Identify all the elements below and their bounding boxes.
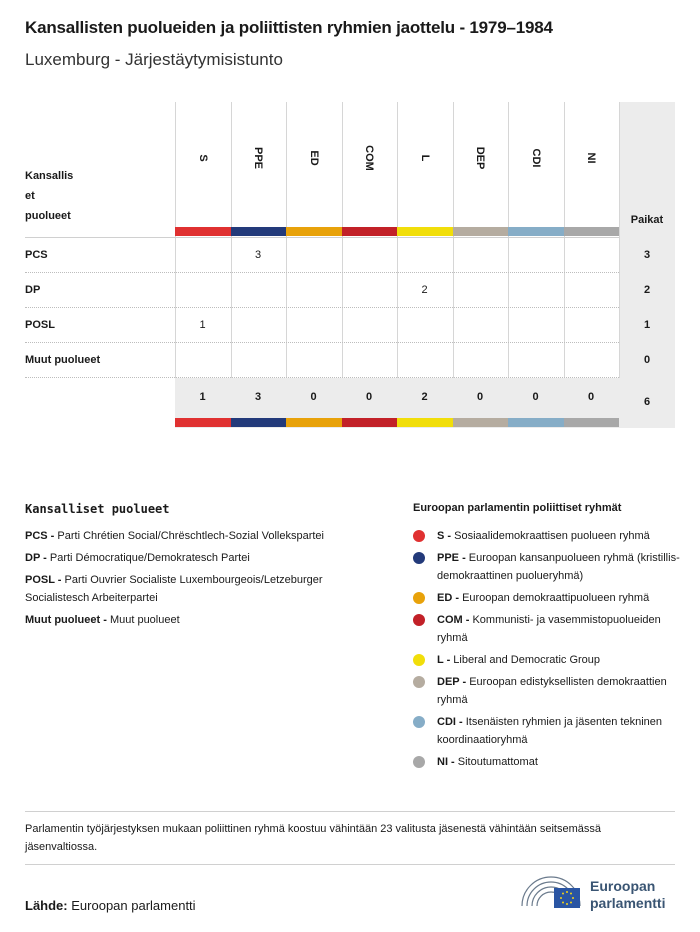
group-color-bar-bottom-com: [342, 418, 398, 427]
group-color-bar-dep: [453, 227, 509, 236]
group-color-bar-bottom-cdi: [508, 418, 564, 427]
row-label: DP: [25, 284, 41, 296]
legend-text: [437, 651, 683, 669]
total-l: 2: [421, 391, 428, 403]
source: [25, 898, 196, 913]
column-divider: [619, 102, 620, 378]
column-header-ni: NI: [585, 152, 598, 164]
legend-text: [437, 611, 683, 647]
ep-logo: [518, 872, 678, 916]
total-ed: 0: [310, 391, 317, 403]
legend-dot-icon: [413, 614, 425, 626]
page-title: Kansallisten puolueiden ja poliittisten ryhmien jaottelu - 1979–1984: [25, 18, 553, 37]
row-divider: [25, 342, 619, 343]
legend-dot-icon: [413, 756, 425, 768]
legend-code: Muut puolueet -: [25, 614, 110, 626]
legend-dot-icon: [413, 654, 425, 666]
legend-text: [437, 527, 683, 545]
group-color-bar-ed: [286, 227, 342, 236]
divider: [25, 864, 675, 865]
legend-name: Sitoutumattomat: [457, 756, 538, 768]
group-color-bar-cdi: [508, 227, 564, 236]
national-legend-item: [25, 611, 385, 629]
column-divider: [453, 102, 454, 378]
national-legend-heading: Kansalliset puolueet: [25, 502, 170, 516]
group-color-bar-bottom-dep: [453, 418, 509, 427]
group-legend-item: [413, 549, 683, 585]
legend-name: Euroopan demokraattipuolueen ryhmä: [462, 592, 650, 604]
group-legend-item: [413, 753, 683, 771]
group-color-bar-ni: [564, 227, 620, 236]
legend-code: L -: [437, 654, 454, 666]
column-divider: [564, 102, 565, 378]
row-label: POSL: [25, 319, 55, 331]
source-value: Euroopan parlamentti: [71, 898, 196, 913]
national-legend-item: [25, 527, 385, 545]
column-header-ppe: PPE: [252, 146, 265, 169]
legend-dot-icon: [413, 676, 425, 688]
column-divider: [231, 102, 232, 378]
legend-name: Euroopan kansanpuolueen ryhmä (kristillis-demokraattinen puolueryhmä): [437, 552, 680, 582]
column-header-com: COM: [363, 145, 376, 171]
legend-name: Parti Ouvrier Socialiste Luxembourgeois/Letzeburger Socialistesch Arbeiterpartei: [25, 574, 323, 604]
national-legend-item: [25, 571, 385, 607]
group-color-bar-s: [175, 227, 231, 236]
divider: [25, 811, 675, 812]
column-divider: [508, 102, 509, 378]
row-seats: 2: [643, 284, 651, 296]
national-legend-item: [25, 549, 385, 567]
row-divider: [25, 272, 619, 273]
legend-text: [437, 753, 683, 771]
group-legend-item: [413, 713, 683, 749]
legend-name: Parti Chrétien Social/Chrëschtlech-Sozial Vollekspartei: [57, 530, 324, 542]
legend-code: POSL -: [25, 574, 65, 586]
row-divider: [25, 307, 619, 308]
footnote: Parlamentin työjärjestyksen mukaan poliittinen ryhmä koostuu vähintään 23 valitusta jäsenestä vähintään seitsemässä jäsenvaltiossa.: [25, 823, 601, 853]
column-header-l: L: [418, 154, 431, 162]
group-color-bar-bottom-l: [397, 418, 453, 427]
group-color-bar-bottom-ppe: [231, 418, 287, 427]
legend-text: [437, 549, 683, 585]
legend-dot-icon: [413, 530, 425, 542]
table-cell: 2: [421, 284, 428, 296]
seats-column-bg: [619, 102, 675, 428]
legend-name: Sosiaalidemokraattisen puolueen ryhmä: [454, 530, 650, 542]
column-divider: [286, 102, 287, 378]
legend-text: [437, 673, 683, 709]
total-s: 1: [199, 391, 206, 403]
total-dep: 0: [476, 391, 484, 403]
seats-header: Paikat: [630, 214, 664, 226]
legend-code: ED -: [437, 592, 463, 604]
group-legend-heading: Euroopan parlamentin poliittiset ryhmät: [413, 502, 622, 514]
row-seats: 3: [643, 249, 651, 261]
total-ni: 0: [587, 391, 595, 403]
legend-dot-icon: [413, 552, 425, 564]
legend-name: Euroopan edistyksellisten demokraattien ryhmä: [437, 676, 667, 706]
group-legend-item: [413, 673, 683, 709]
group-color-bar-ppe: [231, 227, 287, 236]
group-legend-item: [413, 651, 683, 669]
corner-label: Kansallis et puolueet: [25, 170, 74, 222]
column-divider: [175, 102, 176, 378]
legend-code: NI -: [437, 756, 458, 768]
group-color-bar-bottom-ni: [564, 418, 620, 427]
legend-text: [437, 589, 683, 607]
group-legend-item: [413, 589, 683, 607]
legend-dot-icon: [413, 592, 425, 604]
column-header-ed: ED: [307, 150, 320, 166]
logo-line2: parlamentti: [590, 895, 666, 911]
page-subtitle: Luxemburg - Järjestäytymisistunto: [25, 50, 283, 69]
row-label: Muut puolueet: [25, 354, 101, 366]
total-com: 0: [365, 391, 373, 403]
table-cell: 1: [199, 319, 206, 331]
total-seats: 6: [643, 396, 651, 408]
row-label: PCS: [25, 249, 48, 261]
column-divider: [342, 102, 343, 378]
row-seats: 0: [643, 354, 651, 366]
legend-name: Liberal and Democratic Group: [453, 654, 601, 666]
group-color-bar-l: [397, 227, 453, 236]
legend-dot-icon: [413, 716, 425, 728]
group-legend-item: [413, 527, 683, 545]
row-divider: [25, 377, 619, 378]
distribution-table: [25, 102, 675, 432]
logo-line1: Euroopan: [590, 878, 656, 894]
legend-text: [437, 713, 683, 749]
legend-code: PCS -: [25, 530, 58, 542]
hemicycle-icon: [518, 872, 584, 912]
header-divider: [25, 237, 619, 238]
column-header-dep: DEP: [474, 146, 487, 170]
legend-name: Kommunisti- ja vasemmistopuolueiden ryhmä: [437, 614, 661, 644]
group-color-bar-bottom-ed: [286, 418, 342, 427]
total-ppe: 3: [254, 391, 262, 403]
legend-name: Muut puolueet: [109, 614, 180, 626]
column-header-cdi: CDI: [529, 148, 542, 168]
table-cell: 3: [254, 249, 262, 261]
legend-code: COM -: [437, 614, 473, 626]
group-color-bar-bottom-s: [175, 418, 231, 427]
total-cdi: 0: [532, 391, 539, 403]
legend-code: DEP -: [437, 676, 470, 688]
legend-code: DP -: [25, 552, 50, 564]
column-header-s: S: [196, 154, 209, 162]
group-color-bar-com: [342, 227, 398, 236]
legend-code: S -: [437, 530, 455, 542]
row-seats: 1: [643, 319, 651, 331]
legend-name: Itsenäisten ryhmien ja jäsenten tekninen koordinaatioryhmä: [437, 716, 663, 746]
legend-code: PPE -: [437, 552, 469, 564]
column-divider: [397, 102, 398, 378]
legend-name: Parti Démocratique/Demokratesch Partei: [49, 552, 250, 564]
source-label: Lähde:: [25, 898, 68, 913]
legend-code: CDI -: [437, 716, 466, 728]
group-legend-item: [413, 611, 683, 647]
